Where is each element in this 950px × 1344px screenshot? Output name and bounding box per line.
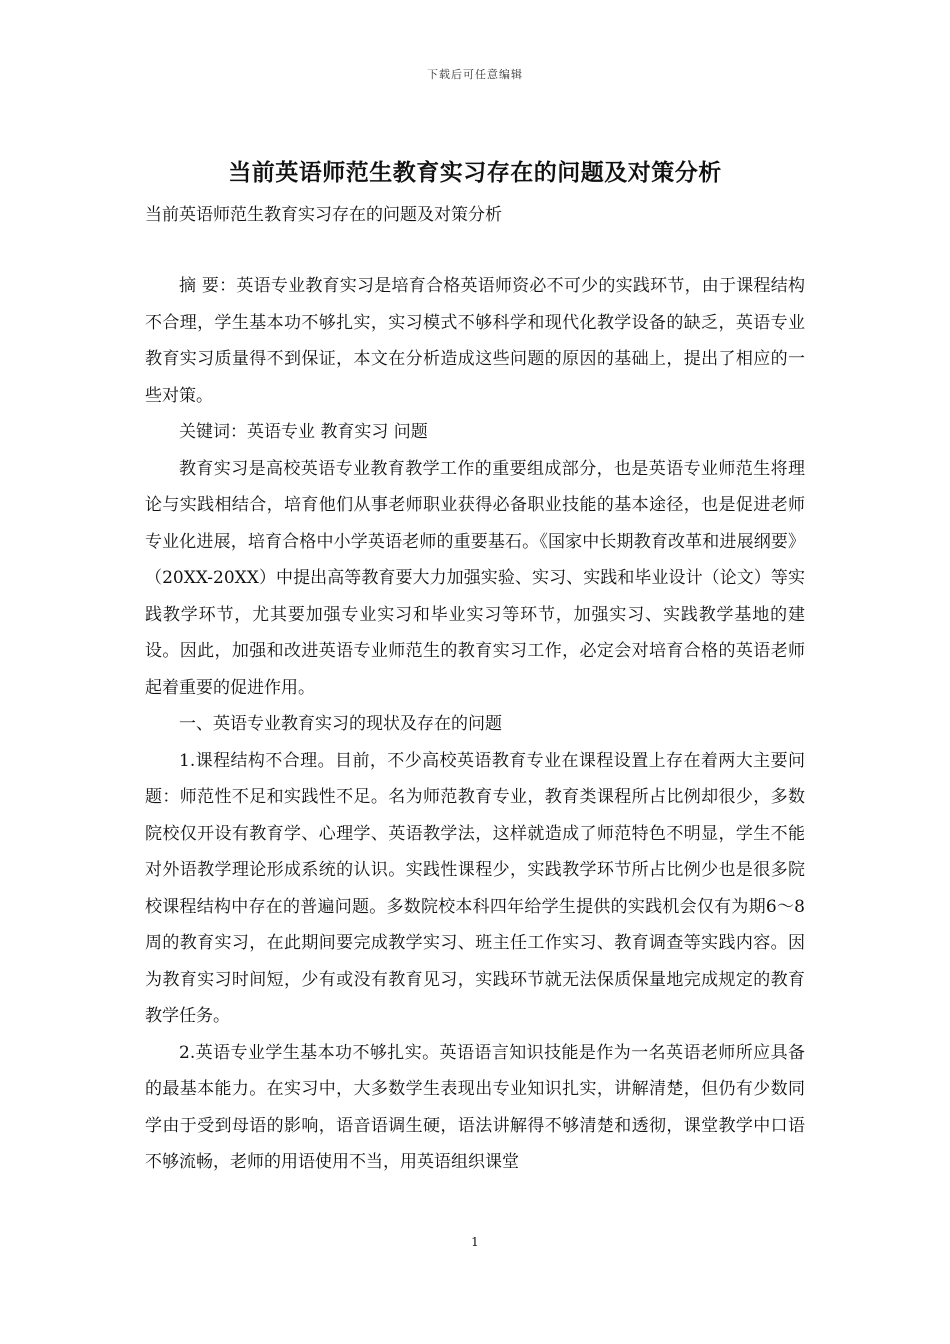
document-body [145, 268, 805, 1181]
point-1-paragraph: 1.课程结构不合理。目前，不少高校英语教育专业在课程设置上存在着两大主要问题：师范性不足和实践性不足。名为师范教育专业，教育类课程所占比例却很少，多数院校仅开设有教育学、心理学、英语教学法，这样就造成了师范特色不明显，学生不能对外语教学理论形成系统的认识。实践性课程少，实践教学环节所占比例少也是很多院校课程结构中存在的普遍问题。多数院校本科四年给学生提供的实践机会仅有为期6～8周的教育实习，在此期间要完成教学实习、班主任工作实习、教育调查等实践内容。因为教育实习时间短，少有或没有教育见习，实践环节就无法保质保量地完成规定的教育教学任务。 [145, 750, 805, 1026]
document-title: 当前英语师范生教育实习存在的问题及对策分析 [228, 159, 722, 186]
section-heading: 一、英语专业教育实习的现状及存在的问题 [179, 714, 502, 734]
header-note: 下载后可任意编辑 [427, 68, 523, 81]
abstract-paragraph: 摘 要：英语专业教育实习是培育合格英语师资必不可少的实践环节，由于课程结构不合理，学生基本功不够扎实，实习模式不够科学和现代化教学设备的缺乏，英语专业教育实习质量得不到保证，本文在分析造成这些问题的原因的基础上，提出了相应的一些对策。 [145, 276, 805, 406]
intro-paragraph: 教育实习是高校英语专业教育教学工作的重要组成部分，也是英语专业师范生将理论与实践相结合，培育他们从事老师职业获得必备职业技能的基本途径，也是促进老师专业化进展，培育合格中小学英语老师的重要基石。《国家中长期教育改革和进展纲要》（20XX-20XX）中提出高等教育要大力加强实验、实习、实践和毕业设计（论文）等实践教学环节，尤其要加强专业实习和毕业实习等环节，加强实习、实践教学基地的建设。因此，加强和改进英语专业师范生的教育实习工作，必定会对培育合格的英语老师起着重要的促进作用。 [145, 458, 805, 698]
point-2-paragraph: 2.英语专业学生基本功不够扎实。英语语言知识技能是作为一名英语老师所应具备的最基本能力。在实习中，大多数学生表现出专业知识扎实，讲解清楚，但仍有少数同学由于受到母语的影响，语音语调生硬，语法讲解得不够清楚和透彻，课堂教学中口语不够流畅，老师的用语使用不当，用英语组织课堂 [145, 1042, 805, 1172]
page-number: 1 [471, 1235, 479, 1249]
keywords-paragraph: 关键词：英语专业 教育实习 问题 [179, 422, 428, 442]
document-subtitle: 当前英语师范生教育实习存在的问题及对策分析 [145, 205, 502, 225]
